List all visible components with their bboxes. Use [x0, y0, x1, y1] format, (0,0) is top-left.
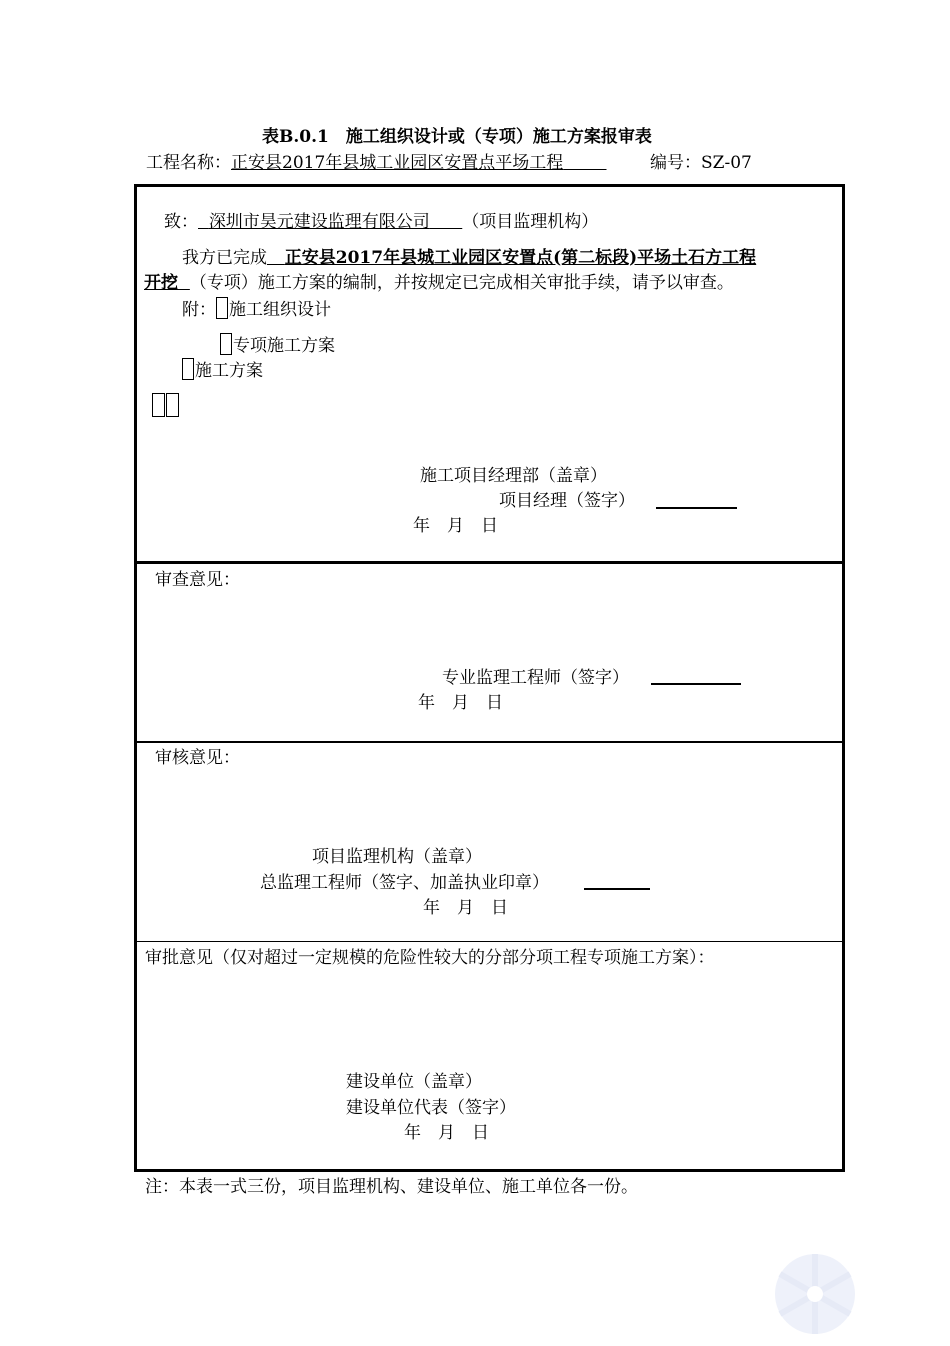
statement-project: 正安县2017年县城工业园区安置点(第二标段)平场土石方工程	[284, 248, 757, 268]
addressee-suffix: （项目监理机构）	[462, 212, 599, 232]
footer-note: 注：本表一式三份，项目监理机构、建设单位、施工单位各一份。	[145, 1177, 638, 1197]
addressee-row	[164, 211, 598, 233]
addressee-value: 深圳市昊元建设监理有限公司	[208, 212, 430, 232]
supervision-seal-label: 项目监理机构（盖章）	[312, 847, 482, 867]
review-heading: 审查意见：	[155, 570, 240, 590]
owner-seal-label: 建设单位（盖章）	[346, 1072, 482, 1092]
checkbox[interactable]	[182, 358, 194, 380]
checkbox[interactable]	[166, 393, 179, 417]
owner-rep-sign-label: 建设单位代表（签字）	[346, 1098, 516, 1118]
extra-checkboxes	[152, 393, 180, 419]
project-name-row	[146, 152, 607, 174]
snowflake-watermark-icon	[760, 1236, 870, 1346]
audit-date: 年 月 日	[423, 898, 508, 918]
attachment-row-1	[182, 297, 331, 321]
addressee-label: 致：	[164, 212, 198, 232]
manager-sign-label: 项目经理（签字）	[499, 491, 635, 511]
project-name-value: 正安县2017年县城工业园区安置点平场工程	[231, 153, 564, 173]
attachment-item: 专项施工方案	[233, 336, 335, 356]
statement-suffix: （专项）施工方案的编制，并按规定已完成相关审批手续，请予以审查。	[189, 273, 734, 293]
contractor-seal-label: 施工项目经理部（盖章）	[420, 466, 607, 486]
section-divider	[134, 741, 845, 743]
checkbox[interactable]	[220, 333, 232, 355]
statement-project-cont: 开挖	[144, 273, 178, 293]
attachment-item: 施工组织设计	[229, 300, 331, 320]
engineer-sign-label: 专业监理工程师（签字）	[442, 668, 629, 688]
statement-line-2	[144, 272, 734, 294]
checkbox[interactable]	[216, 297, 228, 319]
contractor-date: 年 月 日	[413, 516, 498, 536]
form-number-value: SZ-07	[701, 153, 752, 173]
form-number	[650, 152, 752, 174]
checkbox[interactable]	[152, 393, 165, 417]
section-divider	[134, 561, 845, 564]
statement-line-1	[182, 247, 756, 269]
approval-heading: 审批意见（仅对超过一定规模的危险性较大的分部分项工程专项施工方案）：	[145, 948, 715, 968]
engineer-signature-line[interactable]	[651, 683, 741, 685]
audit-heading: 审核意见：	[155, 748, 240, 768]
form-number-label: 编号：	[650, 153, 701, 173]
attachment-row-3	[182, 358, 263, 382]
review-date: 年 月 日	[418, 693, 503, 713]
chief-signature-line[interactable]	[584, 888, 650, 890]
project-name-label: 工程名称：	[146, 153, 231, 173]
chief-engineer-sign-label: 总监理工程师（签字、加盖执业印章）	[260, 873, 549, 893]
attachment-label: 附：	[182, 300, 216, 320]
section-divider	[134, 941, 845, 942]
statement-prefix: 我方已完成	[182, 248, 267, 268]
manager-signature-line[interactable]	[656, 507, 737, 509]
form-title: 表B.0.1 施工组织设计或（专项）施工方案报审表	[262, 127, 652, 147]
attachment-item: 施工方案	[195, 361, 263, 381]
approval-date: 年 月 日	[404, 1123, 489, 1143]
attachment-row-2	[220, 333, 335, 357]
